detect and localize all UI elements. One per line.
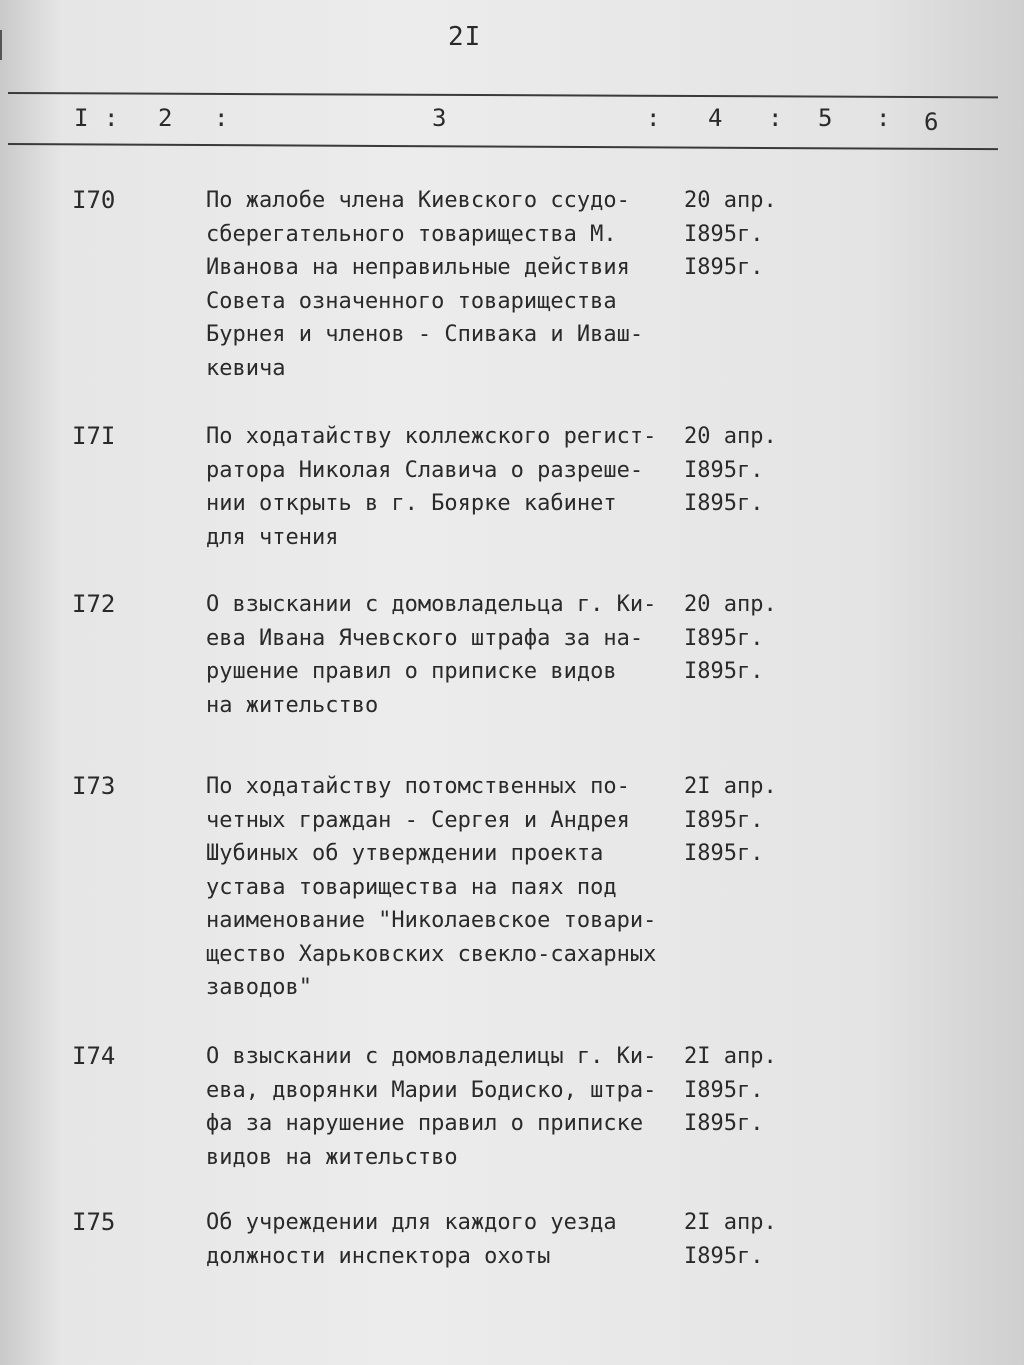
description-line: сберегательного товарищества М. [206,221,617,247]
entry-number: I7I [72,422,116,450]
col-header-2: 2 [158,104,173,132]
entry-date [684,184,777,285]
description-line: По жалобе члена Киевского ссудо- [206,188,630,213]
description-line: По ходатайству коллежского регист- [206,424,657,449]
date-line: I895г. [684,625,764,651]
col-separator: : [876,104,891,132]
description-line: видов на жительство [206,1144,458,1170]
date-line: 20 апр. [684,424,777,449]
description-line: По ходатайству потомственных по- [206,774,630,799]
column-header-row [0,104,1024,144]
entry-number: I75 [72,1208,116,1236]
entry-number: I74 [72,1042,116,1070]
description-line: четных граждан - Сергея и Андрея [206,807,630,833]
date-line: I895г. [684,1111,764,1136]
date-line: I895г. [684,841,764,866]
description-line: устава товарищества на паях под [206,874,617,900]
date-line: I895г. [684,1243,764,1269]
description-line: нии открыть в г. Боярке кабинет [206,491,617,516]
description-line: Иванова на неправильные действия [206,255,630,280]
col-separator: : [214,104,229,132]
entry-description [206,1206,686,1273]
description-line: Бурнея и членов - Спивака и Иваш- [206,322,644,347]
description-line: Об учреждении для каждого уезда [206,1210,617,1235]
page-number: 2I [448,22,482,52]
col-header-3: 3 [432,104,447,132]
date-line: I895г. [684,491,764,516]
entry-description [206,420,686,554]
entry-number: I73 [72,772,116,800]
header-top-rule [8,92,998,98]
date-line: 20 апр. [684,592,777,617]
entry-date [684,420,777,521]
entry-number: I70 [72,186,116,214]
entry-description [206,588,686,722]
date-line: 2I апр. [684,1044,777,1069]
col-separator: : [768,104,783,132]
description-line: фа за нарушение правил о приписке [206,1111,644,1136]
description-line: О взыскании с домовладелицы г. Ки- [206,1044,657,1069]
description-line: Совета означенного товарищества [206,288,617,314]
date-line: I895г. [684,807,764,833]
entry-description [206,184,686,385]
header-bottom-rule [8,143,998,150]
entry-description [206,770,686,1005]
description-line: для чтения [206,524,339,550]
margin-mark [0,30,16,60]
description-line: наименование "Николаевское товари- [206,908,657,933]
description-line: ева Ивана Ячевского штрафа за на- [206,625,644,651]
col-separator: : [646,104,661,132]
description-line: кевича [206,355,286,381]
entry-date [684,1206,777,1273]
description-line: заводов" [206,975,312,1000]
description-line: рушение правил о приписке видов [206,659,617,684]
col-header-4: 4 [708,104,723,132]
description-line: щество Харьковских свекло-сахарных [206,941,657,967]
date-line: 2I апр. [684,1210,777,1235]
date-line: I895г. [684,221,764,247]
date-line: 2I апр. [684,774,777,799]
date-line: I895г. [684,659,764,684]
description-line: Шубиных об утверждении проекта [206,841,604,866]
entry-number: I72 [72,590,116,618]
date-line: I895г. [684,255,764,280]
entry-description [206,1040,686,1174]
date-line: I895г. [684,1077,764,1103]
description-line: О взыскании с домовладельца г. Ки- [206,592,657,617]
entry-date [684,588,777,689]
description-line: ева, дворянки Марии Бодиско, штра- [206,1077,657,1103]
date-line: 20 апр. [684,188,777,213]
col-header-1: I [74,104,89,132]
col-header-6: 6 [924,108,939,136]
col-header-5: 5 [818,104,833,132]
description-line: на жительство [206,692,379,718]
col-separator: : [104,104,119,132]
entry-date [684,770,777,871]
entry-date [684,1040,777,1141]
description-line: должности инспектора охоты [206,1243,551,1269]
date-line: I895г. [684,457,764,483]
description-line: ратора Николая Славича о разреше- [206,457,644,483]
